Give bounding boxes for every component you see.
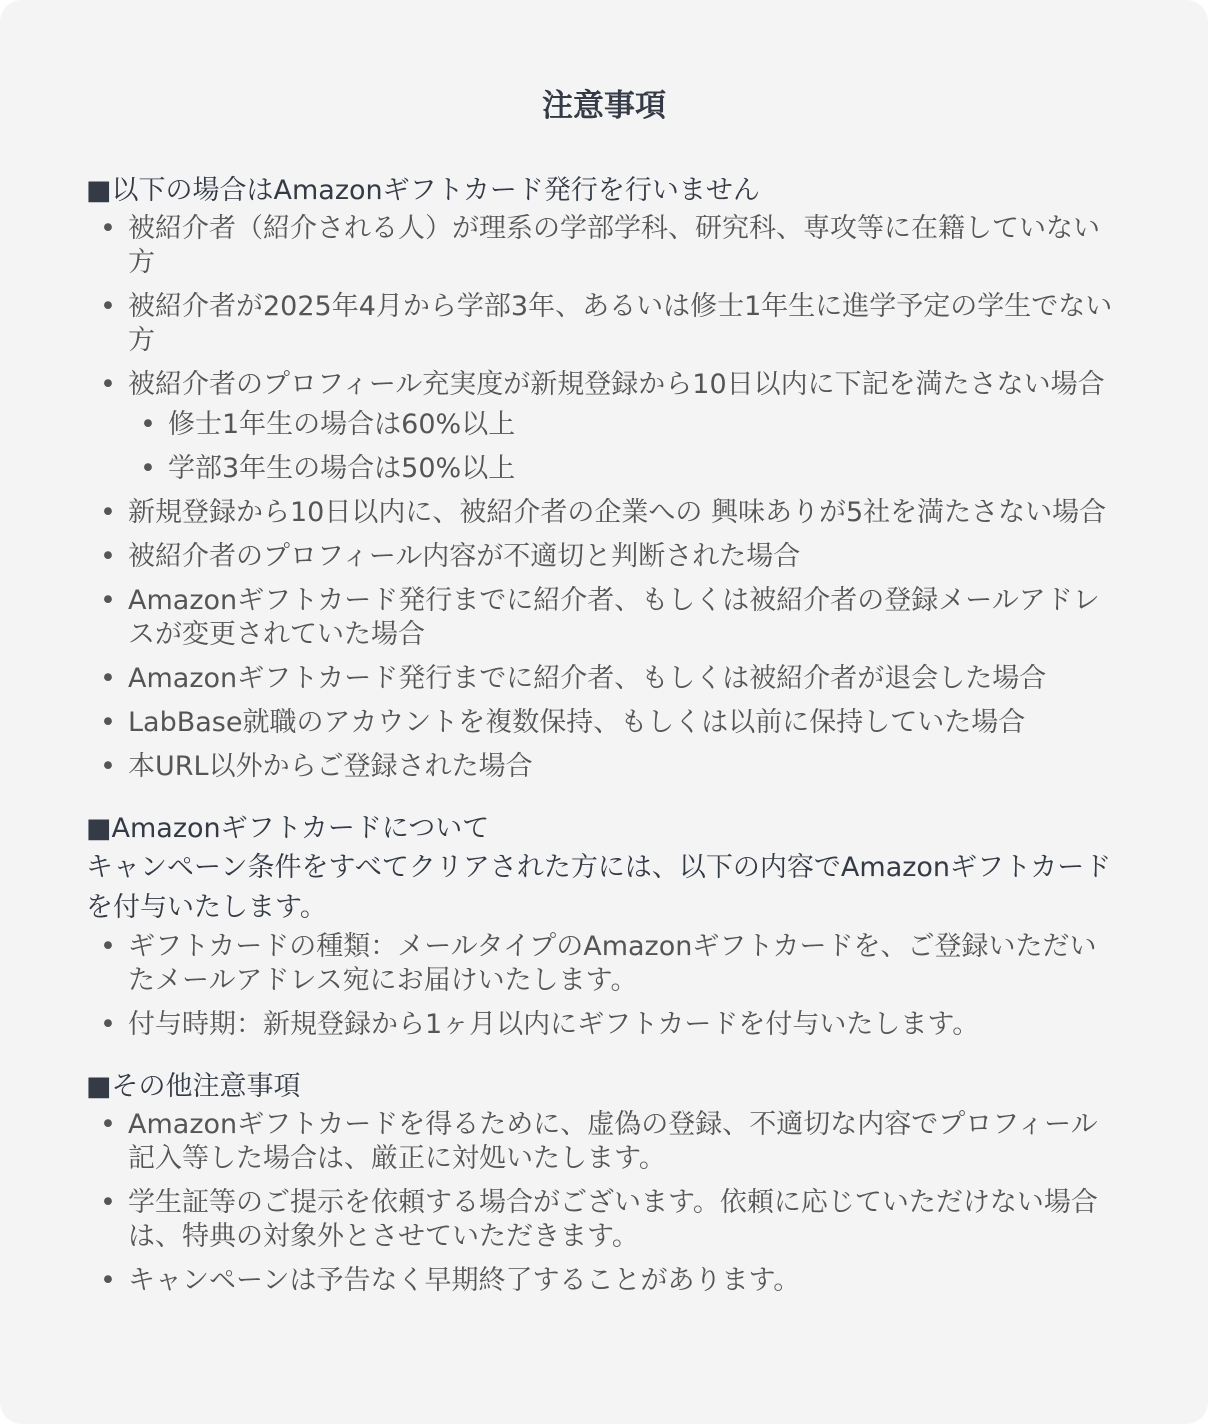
bullet-icon: •	[100, 751, 116, 782]
bullet-icon: •	[100, 497, 116, 528]
sublist-item: • 修士1年生の場合は60%以上	[140, 409, 516, 440]
bullet-icon: •	[100, 931, 116, 962]
page-title: 注意事項	[542, 88, 666, 124]
bullet-icon: •	[100, 1187, 116, 1218]
bullet-icon: •	[100, 369, 116, 400]
bullet-icon: •	[140, 453, 156, 484]
list-item: • 学生証等のご提示を依頼する場合がございます。依頼に応じていただけない場合は、特典の対象外とさせていただきます。	[100, 1187, 1098, 1252]
gift-card-intro: キャンペーン条件をすべてクリアされた方には、以下の内容でAmazonギフトカードを付与いたします。	[86, 852, 1112, 923]
bullet-icon: •	[100, 213, 116, 244]
bullet-icon: •	[100, 585, 116, 616]
section-other-notes	[86, 1068, 1122, 1298]
section-heading-gift-card: ■Amazonギフトカードについて	[86, 813, 490, 844]
bullet-icon: •	[140, 409, 156, 440]
section-not-issued	[86, 172, 1122, 784]
list-item: • 被紹介者（紹介される人）が理系の学部学科、研究科、専攻等に在籍していない方	[100, 213, 1100, 278]
list-item: • 本URL以外からご登録された場合	[100, 751, 533, 782]
list-item: • ギフトカードの種類：メールタイプのAmazonギフトカードを、ご登録いただいたメールアドレス宛にお届けいたします。	[100, 931, 1097, 996]
list-item: • Amazonギフトカード発行までに紹介者、もしくは被紹介者の登録メールアドレスが変更されていた場合	[100, 585, 1100, 650]
list-item: • 付与時期：新規登録から1ヶ月以内にギフトカードを付与いたします。	[100, 1009, 980, 1040]
profile-threshold-sublist	[128, 408, 1122, 486]
list-item: • 被紹介者が2025年4月から学部3年、あるいは修士1年生に進学予定の学生でない方	[100, 291, 1113, 356]
list-item: • Amazonギフトカード発行までに紹介者、もしくは被紹介者が退会した場合	[100, 663, 1047, 694]
gift-card-list	[86, 930, 1122, 1042]
bullet-icon: •	[100, 291, 116, 322]
section-heading-other-notes: ■その他注意事項	[86, 1071, 301, 1102]
bullet-icon: •	[100, 707, 116, 738]
other-notes-list	[86, 1108, 1122, 1298]
section-gift-card	[86, 810, 1122, 1042]
list-item: • LabBase就職のアカウントを複数保持、もしくは以前に保持していた場合	[100, 707, 1026, 738]
list-item: • 被紹介者のプロフィール内容が不適切と判断された場合	[100, 541, 801, 572]
bullet-icon: •	[100, 1265, 116, 1296]
list-item: • 新規登録から10日以内に、被紹介者の企業への 興味ありが5社を満たさない場合	[100, 497, 1107, 528]
bullet-icon: •	[100, 541, 116, 572]
section-heading-not-issued: ■以下の場合はAmazonギフトカード発行を行いません	[86, 175, 760, 206]
sublist-item: • 学部3年生の場合は50%以上	[140, 453, 516, 484]
bullet-icon: •	[100, 663, 116, 694]
not-issued-list	[86, 212, 1122, 784]
list-item: • Amazonギフトカードを得るために、虚偽の登録、不適切な内容でプロフィール記入等した場合は、厳正に対処いたします。	[100, 1109, 1098, 1174]
list-item: • 被紹介者のプロフィール充実度が新規登録から10日以内に下記を満たさない場合 • 修士1年生の場合は60%以上 • 学部3年生の場合は50%以上	[86, 368, 1122, 486]
bullet-icon: •	[100, 1109, 116, 1140]
list-item: • キャンペーンは予告なく早期終了することがあります。	[100, 1265, 801, 1296]
bullet-icon: •	[100, 1009, 116, 1040]
